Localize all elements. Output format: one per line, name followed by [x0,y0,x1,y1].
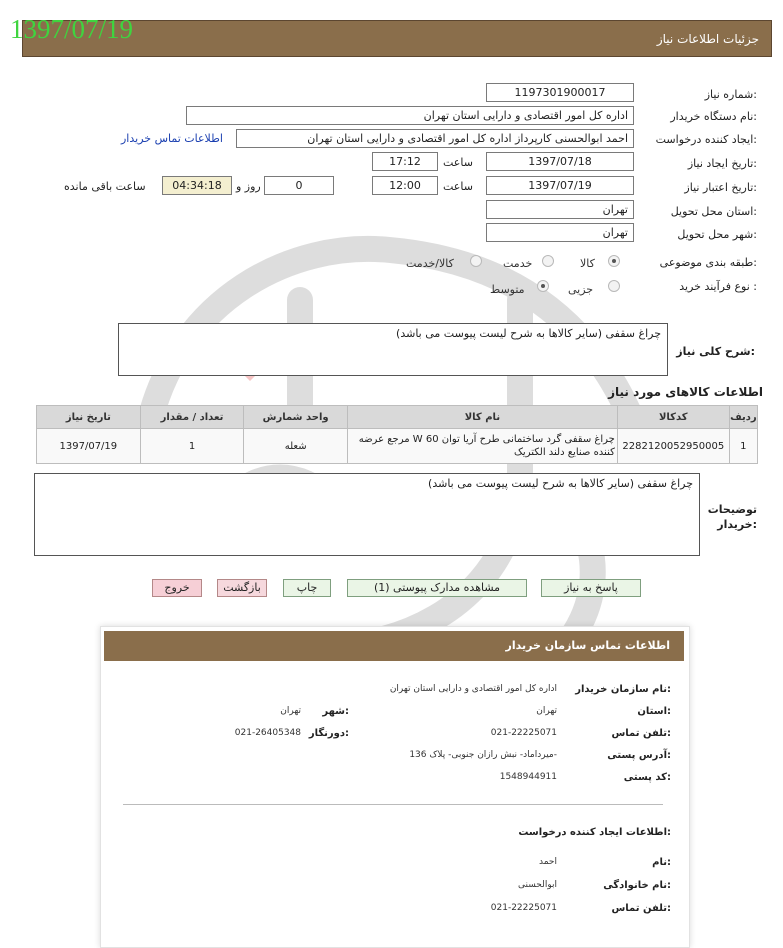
col-date: تاریخ نیاز [37,406,141,429]
creator-phone-value: 021-22225071 [490,903,557,913]
col-name: نام کالا [347,406,617,429]
creator-phone-label: تلفن تماس: [611,903,671,914]
cell-date: 1397/07/19 [37,429,141,464]
contact-card-title: اطلاعات تماس سازمان خریدار [505,639,670,652]
print-button[interactable]: چاپ [283,579,331,597]
buyer-notes-textarea[interactable]: چراغ سقفی (سایر کالاها به شرح لیست پیوست می باشد) [34,473,700,556]
page-header [22,20,772,57]
valid-time-label: ساعت [443,180,473,193]
contact-phone-label: تلفن تماس: [611,728,671,739]
buyer-notes-label: توضیحات خریدار: [707,503,757,531]
created-time-field[interactable]: 17:12 [372,152,438,171]
col-qty: تعداد / مقدار [140,406,244,429]
summary-label: شرح کلی نیاز: [676,345,755,358]
category-option-goods-service: کالا/خدمت [406,257,454,270]
cell-qty: 1 [140,429,244,464]
need-number-label: شماره نیاز: [704,88,757,101]
postal-value: 1548944911 [499,772,557,782]
postal-label: کد پستی: [623,772,671,783]
buyer-contact-card [100,626,690,948]
contact-province-value: تهران [536,706,557,716]
contact-province-label: استان: [637,706,671,717]
category-radio-goods[interactable] [608,255,620,267]
category-option-goods: کالا [580,257,595,270]
creator-label: ایجاد کننده درخواست: [655,133,757,146]
org-value: اداره کل امور اقتصادی و دارایی استان تهران [389,684,557,694]
creator-family-value: ابوالحسنی [518,880,557,890]
buyer-org-field[interactable]: اداره کل امور اقتصادی و دارایی استان تهران [186,106,634,125]
fax-label: دورنگار: [308,728,349,739]
province-field[interactable]: تهران [486,200,634,219]
creator-name-label: نام: [652,857,671,868]
back-button[interactable]: بازگشت [217,579,267,597]
creator-name-value: احمد [539,857,557,867]
contact-phone-value: 021-22225071 [490,728,557,738]
valid-date-label: تاریخ اعتبار نیاز: [684,181,757,194]
col-code: کدکالا [617,406,729,429]
items-title: اطلاعات کالاهای مورد نیاز [608,385,763,399]
creator-family-label: نام خانوادگی: [603,880,671,891]
contact-card-header [104,631,684,661]
category-radio-service[interactable] [542,255,554,267]
contact-city-value: تهران [280,706,301,716]
exit-button[interactable]: خروج [152,579,202,597]
date-stamp: 1397/07/19 [10,14,134,44]
view-documents-button[interactable]: مشاهده مدارک پیوستی (1) [347,579,527,597]
remaining-time-label: ساعت باقی مانده [64,180,146,193]
process-radio-medium[interactable] [537,280,549,292]
creator-field[interactable]: احمد ابوالحسنی کارپرداز اداره کل امور اقتصادی و دارایی استان تهران [236,129,634,148]
contact-city-label: شهر: [322,706,349,717]
address-label: آدرس پستی: [607,750,671,761]
category-radio-goods-service[interactable] [470,255,482,267]
category-label: طبقه بندی موضوعی: [659,256,757,269]
creator-info-title: اطلاعات ایجاد کننده درخواست: [518,827,671,838]
divider [123,804,663,805]
fax-value: 021-26405348 [234,728,301,738]
col-row: ردیف [729,406,757,429]
cell-unit: شعله [244,429,348,464]
city-field[interactable]: تهران [486,223,634,242]
process-label: نوع فرآیند خرید : [679,280,757,293]
col-unit: واحد شمارش [244,406,348,429]
process-radio-minor[interactable] [608,280,620,292]
remaining-time-field: 04:34:18 [162,176,232,195]
created-date-label: تاریخ ایجاد نیاز: [687,157,757,170]
category-option-service: خدمت [503,257,533,270]
items-table [36,405,758,464]
valid-time-field[interactable]: 12:00 [372,176,438,195]
cell-code: 2282120052950005 [617,429,729,464]
address-value: میرداماد- نبش رازان جنوبی- پلاک 136- [409,750,557,760]
process-option-medium: متوسط [490,283,525,296]
days-field[interactable]: 0 [264,176,334,195]
province-label: استان محل تحویل: [670,205,757,218]
org-label: نام سازمان خریدار: [575,684,671,695]
items-table-header [37,406,758,429]
created-date-field[interactable]: 1397/07/18 [486,152,634,171]
buyer-contact-link[interactable]: اطلاعات تماس خریدار [121,132,223,145]
created-time-label: ساعت [443,156,473,169]
buyer-org-label: نام دستگاه خریدار: [670,110,757,123]
cell-row: 1 [729,429,757,464]
summary-textarea[interactable]: چراغ سقفی (سایر کالاها به شرح لیست پیوست می باشد) [118,323,668,376]
reply-button[interactable]: پاسخ به نیاز [541,579,641,597]
city-label: شهر محل تحویل: [677,228,757,241]
process-option-minor: جزیی [568,283,594,296]
page-title: جزئیات اطلاعات نیاز [656,32,759,46]
valid-date-field[interactable]: 1397/07/19 [486,176,634,195]
cell-name: چراغ سقفی گرد ساختمانی طرح آریا توان W 60 مرجع عرضه کننده صنایع دلند الکتریک [347,429,617,464]
days-label: روز و [236,180,261,193]
need-number-field[interactable]: 1197301900017 [486,83,634,102]
table-row[interactable] [37,429,758,464]
